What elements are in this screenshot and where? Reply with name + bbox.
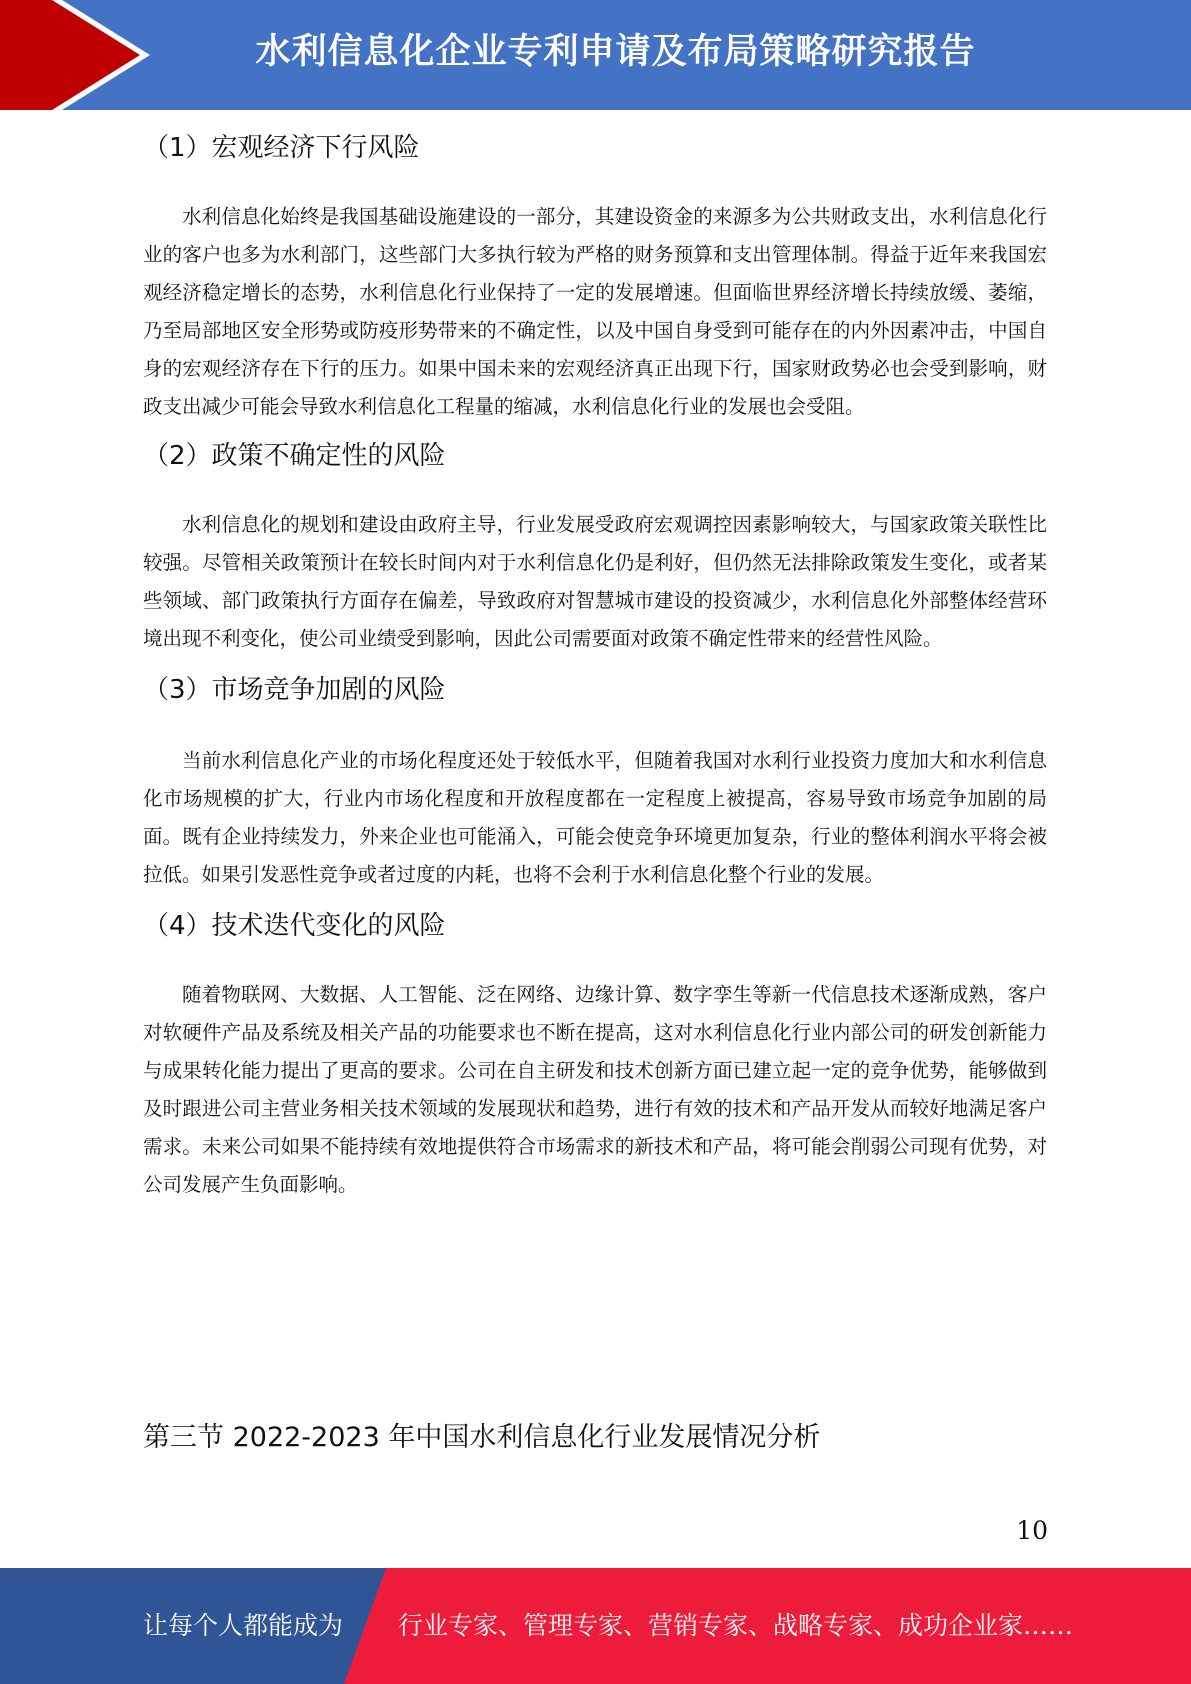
- section-heading-policy-risk: （2）政策不确定性的风险: [143, 441, 446, 471]
- header-title: 水利信息化企业专利申请及布局策略研究报告: [255, 32, 976, 72]
- section-paragraph-policy-risk: 水利信息化的规划和建设由政府主导，行业发展受政府宏观调控因素影响较大，与国家政策关联性比较强。尽管相关政策预计在较长时间内对于水利信息化仍是利好，但仍然无法排除政策发生变化，或者某些领域、部门政策执行方面存在偏差，导致政府对智慧城市建设的投资减少，水利信息化外部整体经营环境出现不利变化，使公司业绩受到影响，因此公司需要面对政策不确定性带来的经营性风险。: [143, 513, 1047, 650]
- section-heading-macro-risk: （1）宏观经济下行风险: [143, 133, 420, 163]
- document-body: [143, 128, 1047, 1204]
- page-footer: [0, 1568, 1191, 1684]
- section-heading-technology-risk: （4）技术迭代变化的风险: [143, 911, 446, 941]
- page-header: [0, 0, 1191, 110]
- section-heading-competition-risk: （3）市场竞争加剧的风险: [143, 675, 446, 705]
- section-paragraph-competition-risk: 当前水利信息化产业的市场化程度还处于较低水平，但随着我国对水利行业投资力度加大和水利信息化市场规模的扩大，行业内市场化程度和开放程度都在一定程度上被提高，容易导致市场竞争加剧的局面。既有企业持续发力，外来企业也可能涌入，可能会使竞争环境更加复杂，行业的整体利润水平将会被拉低。如果引发恶性竞争或者过度的内耗，也将不会利于水利信息化整个行业的发展。: [143, 749, 1047, 886]
- section-paragraph-technology-risk: 随着物联网、大数据、人工智能、泛在网络、边缘计算、数字孪生等新一代信息技术逐渐成熟，客户对软硬件产品及系统及相关产品的功能要求也不断在提高，这对水利信息化行业内部公司的研发创新能力与成果转化能力提出了更高的要求。公司在自主研发和技术创新方面已建立起一定的竞争优势，能够做到及时跟进公司主营业务相关技术领域的发展现状和趋势，进行有效的技术和产品开发从而较好地满足客户需求。未来公司如果不能持续有效地提供符合市场需求的新技术和产品，将可能会削弱公司现有优势，对公司发展产生负面影响。: [143, 983, 1047, 1196]
- chapter-title: 第三节 2022-2023 年中国水利信息化行业发展情况分析: [143, 1422, 821, 1453]
- page-number: 10: [1016, 1516, 1048, 1545]
- footer-slogan-left: 让每个人都能成为: [143, 1611, 344, 1640]
- footer-slogan-right: 行业专家、管理专家、营销专家、战略专家、成功企业家……: [398, 1611, 1074, 1640]
- section-paragraph-macro-risk: 水利信息化始终是我国基础设施建设的一部分，其建设资金的来源多为公共财政支出，水利信息化行业的客户也多为水利部门，这些部门大多执行较为严格的财务预算和支出管理体制。得益于近年来我国宏观经济稳定增长的态势，水利信息化行业保持了一定的发展增速。但面临世界经济增长持续放缓、萎缩，乃至局部地区安全形势或防疫形势带来的不确定性，以及中国自身受到可能存在的内外因素冲击，中国自身的宏观经济存在下行的压力。如果中国未来的宏观经济真正出现下行，国家财政势必也会受到影响，财政支出减少可能会导致水利信息化工程量的缩减，水利信息化行业的发展也会受阻。: [143, 205, 1047, 418]
